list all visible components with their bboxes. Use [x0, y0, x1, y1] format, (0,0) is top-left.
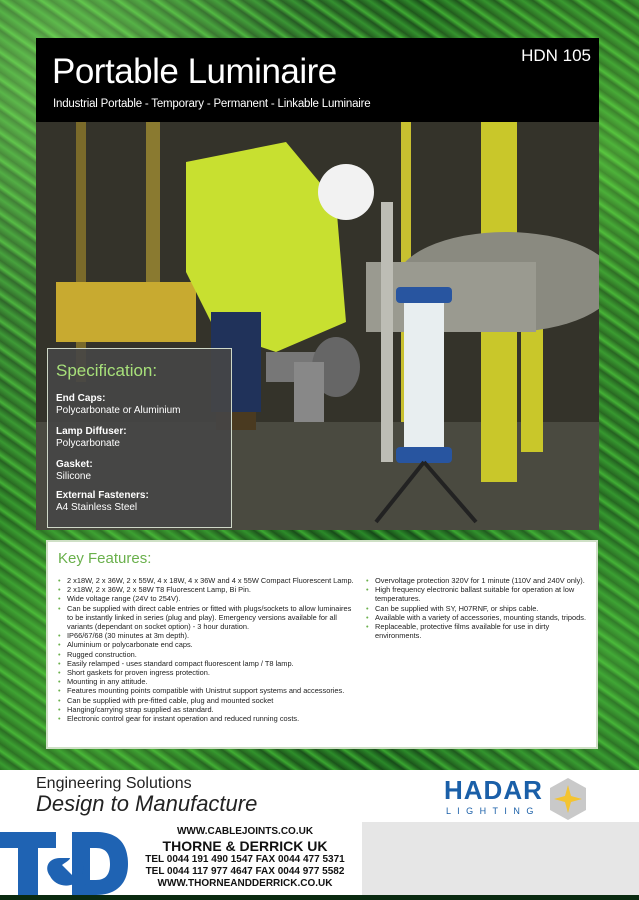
list-item: • Can be supplied with pre-fitted cable, plug and mounted socket [58, 696, 356, 705]
engineering-solutions-text: Engineering Solutions [36, 775, 192, 792]
list-item: • Wide voltage range (24V to 254V). [58, 594, 356, 603]
company-name: THORNE & DERRICK UK [162, 838, 328, 854]
spec-label: End Caps: [56, 393, 106, 404]
list-item: • Can be supplied with direct cable entries or fitted with plugs/sockets to allow luminaires to be instantly linked in series (plug and play). Emergency versions available for all variants (dependant on socket option) - 3 hour duration. [58, 604, 356, 632]
spec-value: Polycarbonate or Aluminium [56, 405, 181, 416]
list-item: • Hanging/carrying strap supplied as standard. [58, 705, 356, 714]
list-item: • Easily relamped - uses standard compact fluorescent lamp / T8 lamp. [58, 659, 356, 668]
telephone-line-2: TEL 0044 117 977 4647 FAX 0044 977 5582 [145, 866, 345, 877]
list-item: • Aluminium or polycarbonate end caps. [58, 640, 356, 649]
spec-item [56, 393, 181, 417]
list-item: • Electronic control gear for instant operation and reduced running costs. [58, 714, 356, 723]
list-item: • Can be supplied with SY, H07RNF, or ships cable. [366, 604, 588, 613]
contact-block [130, 826, 360, 890]
telephone-line-1: TEL 0044 191 490 1547 FAX 0044 477 5371 [145, 854, 345, 865]
spec-label: External Fasteners: [56, 490, 149, 501]
page-title: Portable Luminaire [52, 52, 337, 91]
spec-item [56, 426, 127, 450]
list-item: • Short gaskets for proven ingress protection. [58, 668, 356, 677]
features-list-right [366, 576, 588, 640]
td-logo [0, 828, 130, 895]
star-icon [546, 777, 590, 821]
footer-grey-panel [362, 822, 639, 895]
hadar-sub: L I G H T I N G [446, 806, 536, 816]
spec-label: Gasket: [56, 459, 93, 470]
key-features-title: Key Features: [58, 550, 152, 567]
key-features-panel [46, 540, 598, 749]
list-item: • 2 x18W, 2 x 36W, 2 x 58W T8 Fluorescent Lamp, Bi Pin. [58, 585, 356, 594]
thorneandderrick-link[interactable]: WWW.THORNEANDDERRICK.CO.UK [157, 878, 333, 889]
features-list-left [58, 576, 356, 723]
specification-title: Specification: [56, 361, 158, 380]
spec-value: Silicone [56, 471, 92, 482]
specification-panel [47, 348, 232, 528]
list-item: • Features mounting points compatible with Unistrut support systems and accessories. [58, 686, 356, 695]
spec-value: Polycarbonate [56, 438, 120, 449]
list-item: • Replaceable, protective films available for use in dirty environments. [366, 622, 588, 640]
design-to-manufacture-text: Design to Manufacture [36, 791, 258, 816]
page-subtitle: Industrial Portable - Temporary - Permanent - Linkable Luminaire [53, 98, 371, 110]
list-item: • IP66/67/68 (30 minutes at 3m depth). [58, 631, 356, 640]
cablejoints-link[interactable]: WWW.CABLEJOINTS.CO.UK [176, 826, 314, 837]
spec-value: A4 Stainless Steel [56, 502, 138, 513]
list-item: • 2 x18W, 2 x 36W, 2 x 55W, 4 x 18W, 4 x 36W and 4 x 55W Compact Fluorescent Lamp. [58, 576, 356, 585]
list-item: • Available with a variety of accessories, mounting stands, tripods. [366, 613, 588, 622]
spec-item [56, 459, 93, 483]
model-number: HDN 105 [521, 46, 591, 65]
hadar-lighting-logo [444, 775, 594, 823]
hadar-name: HADAR [444, 775, 543, 805]
list-item: • Overvoltage protection 320V for 1 minute (110V and 240V only). [366, 576, 588, 585]
spec-label: Lamp Diffuser: [56, 426, 127, 437]
list-item: • High frequency electronic ballast suitable for operation at low temperatures. [366, 585, 588, 603]
spec-item [56, 490, 149, 514]
td-logo-graphic [0, 828, 130, 895]
list-item: • Rugged construction. [58, 650, 356, 659]
list-item: • Mounting in any attitude. [58, 677, 356, 686]
